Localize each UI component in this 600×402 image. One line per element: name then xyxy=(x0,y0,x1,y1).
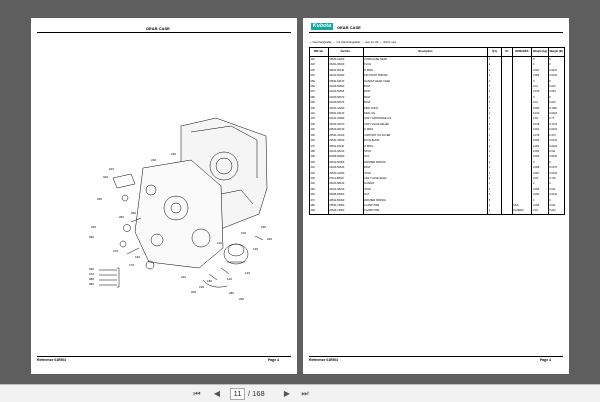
cell-part-no: 15532-04020 xyxy=(328,57,363,63)
cell-description: BOLT xyxy=(363,95,488,100)
cell-qty: 1 xyxy=(488,116,502,121)
callout-label: 010 xyxy=(109,167,115,171)
cell-weight-kg: 0.005 xyxy=(532,149,548,154)
callout-label: 200 xyxy=(191,290,197,294)
cell-weight-kg: 0.005 xyxy=(532,203,548,208)
cell-weight-lb: 0 xyxy=(548,160,564,165)
pdf-viewer-toolbar xyxy=(0,384,600,402)
cell-weight-kg: 0.001 xyxy=(532,68,548,73)
cell-description: BOLT xyxy=(363,84,488,89)
cell-part-no: 15221-88130 xyxy=(328,181,363,186)
cell-part-no: 04512-50060 xyxy=(328,198,363,203)
cell-weight-kg: 0 xyxy=(532,181,548,186)
cell-weight-lb: 0.0022 xyxy=(548,144,564,149)
cell-ref-no: 040 xyxy=(310,73,329,78)
cell-ref-no: 010 xyxy=(310,57,329,63)
cell-qty: 2 xyxy=(488,171,502,176)
callout-label: 050 xyxy=(89,235,95,239)
callout-label: 030 xyxy=(97,197,103,201)
cell-ref-no: 290 xyxy=(310,208,329,214)
cell-weight-kg: 0.001 xyxy=(532,144,548,149)
callout-label: 280 xyxy=(229,291,235,295)
cell-weight-kg: 0.004 xyxy=(532,73,548,78)
cell-part-no: 15221-56390 xyxy=(328,73,363,78)
cell-qty: 1 xyxy=(488,149,502,154)
callout-label: 160 xyxy=(135,255,141,259)
page-number-input[interactable]: 11 xyxy=(230,388,245,400)
exploded-parts-diagram xyxy=(31,18,297,374)
cell-part-no: 15531-04130 xyxy=(328,79,363,84)
col-weight-lb: Weight (lb) xyxy=(548,48,564,57)
cell-weight-kg: 0.007 xyxy=(532,171,548,176)
cell-description: GASKET GEAR CASE xyxy=(363,79,488,84)
cell-part-no: 04810-00130 xyxy=(328,127,363,132)
cell-weight-kg: 0 xyxy=(532,57,548,63)
page-total: / 168 xyxy=(248,389,265,398)
callout-label: 290 xyxy=(239,297,245,301)
cell-weight-kg: 0.001 xyxy=(532,127,548,132)
col-ic: I/C xyxy=(502,48,512,57)
cell-weight-lb: 0.0044 xyxy=(548,192,564,197)
callout-label: 190 xyxy=(199,285,205,289)
cell-qty: 1 xyxy=(488,122,502,127)
cell-weight-kg: 0.008 xyxy=(532,165,548,170)
cell-weight-lb: 0.0132 xyxy=(548,138,564,143)
cell-description: NUT xyxy=(363,154,488,159)
cell-part-no: 01023-50630 xyxy=(328,165,363,170)
cell-part-no: 01023-50650 xyxy=(328,84,363,89)
col-qty: Q'ty xyxy=(488,48,502,57)
cell-qty: 4 xyxy=(488,192,502,197)
cell-weight-lb: 0.77 xyxy=(548,116,564,121)
cell-part-no: 04811-06130 xyxy=(328,68,363,73)
cell-ref-no: 150 xyxy=(310,133,329,138)
cell-description: O RING xyxy=(363,68,488,73)
cell-weight-kg: 0.006 xyxy=(532,138,548,143)
cell-ref-no: 250 xyxy=(310,187,329,192)
cell-description: STUD xyxy=(363,187,488,192)
cell-ref-no: 130 xyxy=(310,122,329,127)
cell-weight-kg: 0.002 xyxy=(532,192,548,197)
cell-remarks: USA xyxy=(512,203,532,208)
col-part-no: Part No. xyxy=(328,48,363,57)
callout-label: 090 xyxy=(89,282,95,286)
cell-part-no: 15531-91490 xyxy=(328,171,363,176)
cell-description: SEAL OIL xyxy=(363,111,488,116)
cell-description: COMP.CASE GEAR xyxy=(363,57,488,63)
cell-description: PLUG,BLIND xyxy=(363,138,488,143)
interchangeability-legend: ↔ interchangeable; ↔ not interchangeable; ← new for old; → old for new xyxy=(309,41,397,44)
cell-weight-kg: 0.012 xyxy=(532,111,548,116)
cell-ref-no: 060 xyxy=(310,84,329,89)
cell-weight-lb: 0.1166 xyxy=(548,106,564,111)
cell-part-no: 02056-50060 xyxy=(328,192,363,197)
cell-description: BOLT xyxy=(363,100,488,105)
cell-weight-lb: 0.0132 xyxy=(548,73,564,78)
kubota-logo: Kubota xyxy=(312,23,332,29)
cell-ref-no: 090 xyxy=(310,100,329,105)
cell-qty: 7 xyxy=(488,84,502,89)
callout-label: 020 xyxy=(103,175,109,179)
callout-label: 070 xyxy=(89,272,95,276)
cell-part-no: 15532-72960 xyxy=(328,208,363,214)
cell-ref-no: 190 xyxy=(310,154,329,159)
cell-part-no: 15241-32090 xyxy=(328,116,363,121)
cell-weight-kg: 0 xyxy=(532,62,548,67)
col-description: Description xyxy=(363,48,488,57)
col-weight-kg: Weight (kg) xyxy=(532,48,548,57)
cell-qty: 2 xyxy=(488,89,502,94)
cell-qty: 1 xyxy=(488,79,502,84)
cell-weight-kg: 0 xyxy=(532,79,548,84)
callout-label: 230 xyxy=(171,152,177,156)
cell-weight-lb: 0 xyxy=(548,57,564,63)
footer-reference: Reference 01E904 xyxy=(37,358,67,362)
cell-ref-no: 210 xyxy=(310,165,329,170)
cell-weight-kg: 0 xyxy=(532,198,548,203)
cell-ref-no: 100 xyxy=(310,106,329,111)
cell-ref-no: 230 xyxy=(310,176,329,181)
cell-part-no: 15221-98210 xyxy=(328,187,363,192)
page-title: GEAR CASE xyxy=(146,26,170,31)
footer-rule xyxy=(37,356,291,357)
callout-label: 250 xyxy=(131,211,137,215)
cell-description: BOLT xyxy=(363,165,488,170)
last-page-icon[interactable]: ⏭ xyxy=(301,389,309,398)
footer-page: Page 4 xyxy=(268,358,279,362)
cell-part-no: 01023-50675 xyxy=(328,100,363,105)
cell-qty: 2 xyxy=(488,187,502,192)
cell-weight-lb: 0.011 xyxy=(548,149,564,154)
cell-weight-lb: 0.473 xyxy=(548,133,564,138)
cell-part-no: 01023-50665 xyxy=(328,89,363,94)
cell-part-no: 15531-72960 xyxy=(328,203,363,208)
cell-description: ASSY CARTRIDGE OIL xyxy=(363,116,488,121)
first-page-icon[interactable]: ⏮ xyxy=(193,389,201,398)
cell-part-no: 15841-04140 xyxy=(328,111,363,116)
cell-weight-kg: 0.002 xyxy=(532,154,548,159)
cell-qty: 1 xyxy=(488,127,502,132)
cell-description: CLAMP PIPE xyxy=(363,208,488,214)
cell-weight-lb: 0 xyxy=(548,95,564,100)
cell-ref-no: 120 xyxy=(310,116,329,121)
cell-qty: 1 xyxy=(488,133,502,138)
callout-label: 220 xyxy=(267,237,273,241)
right-page xyxy=(303,18,569,374)
cell-remarks: CANADA xyxy=(512,208,532,214)
cell-weight-lb: 0.0176 xyxy=(548,165,564,170)
callout-label: 210 xyxy=(181,275,187,279)
cell-part-no: 15221-96210 xyxy=(328,149,363,154)
cell-ref-no: 280 xyxy=(310,203,329,208)
cell-weight-lb: 0 xyxy=(548,198,564,203)
col-ref-no: REF No. xyxy=(310,48,329,57)
cell-qty: 1 xyxy=(488,111,502,116)
cell-description: PLUG xyxy=(363,62,488,67)
header-rule xyxy=(309,32,563,33)
cell-qty: 1 xyxy=(488,165,502,170)
cell-weight-kg: 0.053 xyxy=(532,106,548,111)
callout-label: 130 xyxy=(253,247,259,251)
cell-qty: 2 xyxy=(488,95,502,100)
cell-part-no: 02056-50060 xyxy=(328,154,363,159)
callout-label: 150 xyxy=(261,225,267,229)
cell-part-no: 15261-96020 xyxy=(328,62,363,67)
cell-qty: 1 xyxy=(488,57,502,63)
cell-description: NUT xyxy=(363,192,488,197)
cell-description: WASHER SPRING xyxy=(363,160,488,165)
cell-qty: 1 xyxy=(488,181,502,186)
cell-ref-no: 180 xyxy=(310,149,329,154)
callout-label: 240 xyxy=(151,158,157,162)
cell-part-no: 01023-50670 xyxy=(328,95,363,100)
cell-qty: 1 xyxy=(488,100,502,105)
cell-part-no: 04512-50060 xyxy=(328,160,363,165)
cell-weight-lb: 0.022 xyxy=(548,208,564,214)
cell-weight-kg: 0 xyxy=(532,160,548,165)
cell-description: SUPPORT OIL FILTER xyxy=(363,133,488,138)
cell-weight-lb: 0.022 xyxy=(548,84,564,89)
cell-part-no: 15261-36070 xyxy=(328,122,363,127)
cell-weight-kg: 0.015 xyxy=(532,89,548,94)
cell-qty: 4 xyxy=(488,198,502,203)
cell-weight-kg: 0.01 xyxy=(532,84,548,89)
parts-table xyxy=(309,47,565,215)
cell-description: STUD xyxy=(363,149,488,154)
cell-weight-lb: 0 xyxy=(548,62,564,67)
cell-ref-no: 140 xyxy=(310,127,329,132)
cell-part-no: 15531-33640 xyxy=(328,138,363,143)
cell-qty: 1 xyxy=(488,73,502,78)
callout-label: 080 xyxy=(89,277,95,281)
cell-ref-no: 240 xyxy=(310,181,329,186)
cell-description: PIN,START SPRING xyxy=(363,73,488,78)
callout-label: 060 xyxy=(89,267,95,271)
cell-qty: 1 xyxy=(488,203,502,208)
cell-weight-kg: 0.078 xyxy=(532,122,548,127)
prev-page-icon[interactable]: ◀ xyxy=(213,389,221,398)
cell-weight-lb: 0.726 xyxy=(548,176,564,181)
cell-weight-lb: 0 xyxy=(548,79,564,84)
cell-weight-lb: 0.033 xyxy=(548,89,564,94)
footer-rule xyxy=(309,356,563,357)
callout-label: 170 xyxy=(129,263,135,267)
callout-label: 040 xyxy=(91,225,97,229)
cell-qty: 1 xyxy=(488,176,502,181)
cell-weight-kg: 0.005 xyxy=(532,187,548,192)
cell-part-no: 04811-03140 xyxy=(328,144,363,149)
cell-ref-no: 270 xyxy=(310,198,329,203)
cell-qty: 2 xyxy=(488,160,502,165)
cell-description: O RING xyxy=(363,127,488,132)
cell-weight-kg: 0.01 xyxy=(532,100,548,105)
cell-ref-no: 020 xyxy=(310,62,329,67)
cell-ref-no: 110 xyxy=(310,111,329,116)
cell-qty: 1 xyxy=(488,106,502,111)
cell-ref-no: 160 xyxy=(310,138,329,143)
cell-qty: 2 xyxy=(488,154,502,159)
cell-weight-lb: 0.0154 xyxy=(548,171,564,176)
cell-weight-kg: 0 xyxy=(532,95,548,100)
callout-label: 110 xyxy=(217,241,222,245)
callout-label: 140 xyxy=(227,277,233,281)
callout-label: 100 xyxy=(241,231,247,235)
cell-weight-lb: 0.0022 xyxy=(548,68,564,73)
cell-weight-kg: 0.215 xyxy=(532,133,548,138)
cell-ref-no: 050 xyxy=(310,79,329,84)
cell-weight-lb: 0.011 xyxy=(548,187,564,192)
cell-weight-lb: 0.1716 xyxy=(548,122,564,127)
cell-ref-no: 200 xyxy=(310,160,329,165)
cell-ref-no: 170 xyxy=(310,144,329,149)
cell-part-no: 15531-32310 xyxy=(328,133,363,138)
cell-weight-lb: 0.011 xyxy=(548,203,564,208)
cell-ic xyxy=(502,208,512,214)
parts-table-body xyxy=(310,57,565,215)
cell-qty: 3 xyxy=(488,68,502,73)
cell-description: STUD xyxy=(363,171,488,176)
cell-description: WASHER SPRING xyxy=(363,198,488,203)
callout-label: 270 xyxy=(113,249,119,253)
cell-weight-kg: 0.33 xyxy=(532,116,548,121)
cell-description: CLAMP PIPE xyxy=(363,203,488,208)
left-page xyxy=(31,18,297,374)
cell-weight-lb: 0.0264 xyxy=(548,111,564,116)
cell-weight-kg: 0.33 xyxy=(532,176,548,181)
cell-part-no: 67111-38610 xyxy=(328,176,363,181)
cell-ref-no: 070 xyxy=(310,89,329,94)
callout-label: 260 xyxy=(119,215,125,219)
cell-description: ASSY CASE GEAR xyxy=(363,176,488,181)
cell-ref-no: 080 xyxy=(310,95,329,100)
cell-description: PIPE JOINT xyxy=(363,106,488,111)
callout-label: 120 xyxy=(245,271,251,275)
cell-description: GASKET xyxy=(363,181,488,186)
cell-weight-lb: 0.0022 xyxy=(548,127,564,132)
cell-ref-no: 030 xyxy=(310,68,329,73)
cell-qty: 2 xyxy=(488,138,502,143)
cell-ref-no: 260 xyxy=(310,192,329,197)
cell-qty: 2 xyxy=(488,144,502,149)
col-remarks: REMARKS xyxy=(512,48,532,57)
page-title: GEAR CASE xyxy=(337,25,361,30)
cell-weight-lb: 0.0044 xyxy=(548,154,564,159)
cell-qty: 1 xyxy=(488,208,502,214)
footer-reference: Reference 01E904 xyxy=(309,358,339,362)
cell-weight-kg: 0.01 xyxy=(532,208,548,214)
cell-description: BOLT xyxy=(363,89,488,94)
callout-label: 180 xyxy=(207,279,213,283)
cell-description: O RING xyxy=(363,144,488,149)
table-row xyxy=(310,208,565,214)
cell-qty: 2 xyxy=(488,62,502,67)
cell-weight-lb: 0 xyxy=(548,181,564,186)
cell-ref-no: 220 xyxy=(310,171,329,176)
table-header-row xyxy=(310,48,565,57)
footer-page: Page 4 xyxy=(540,358,551,362)
cell-description: ASSY VALVE RELIEF xyxy=(363,122,488,127)
next-page-icon[interactable]: ▶ xyxy=(283,389,291,398)
cell-part-no: 15241-32290 xyxy=(328,106,363,111)
cell-weight-lb: 0.022 xyxy=(548,100,564,105)
